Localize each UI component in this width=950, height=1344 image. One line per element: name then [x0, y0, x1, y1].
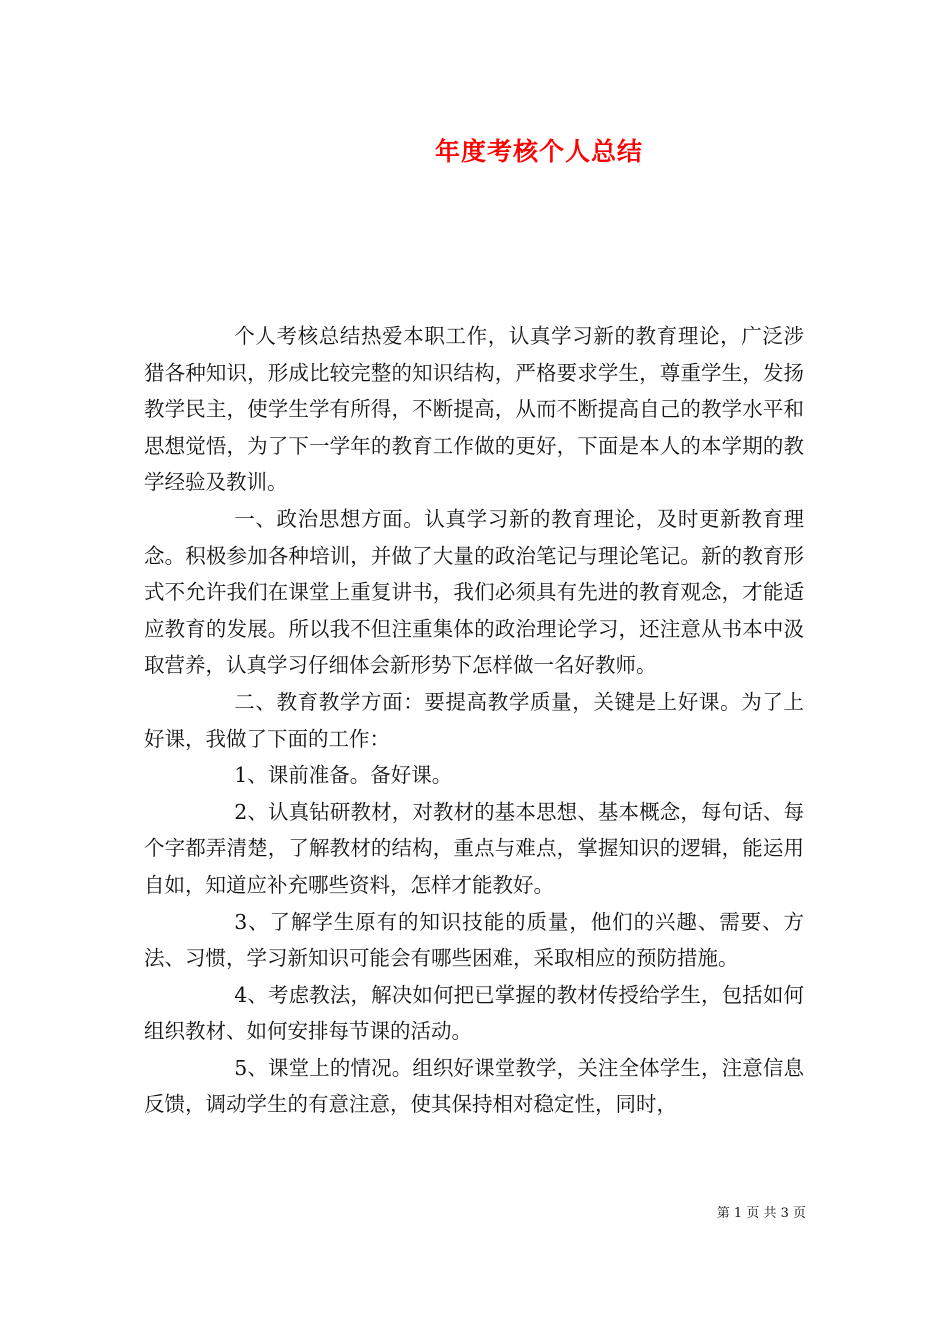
paragraph-intro: 个人考核总结热爱本职工作，认真学习新的教育理论，广泛涉猎各种知识，形成比较完整的知识结构，严格要求学生，尊重学生，发扬教学民主，使学生学有所得，不断提高，从而不断提高自己的教学水平和思想觉悟，为了下一学年的教育工作做的更好，下面是本人的本学期的教学经验及教训。 — [144, 324, 804, 495]
paragraph-politics: 一、政治思想方面。认真学习新的教育理论，及时更新教育理念。积极参加各种培训，并做了大量的政治笔记与理论笔记。新的教育形式不允许我们在课堂上重复讲书，我们必须具有先进的教育观念，才能适应教育的发展。所以我不但注重集体的政治理论学习，还注意从书本中汲取营养，认真学习仔细体会新形势下怎样做一名好教师。 — [144, 506, 804, 678]
paragraph-item-1: 1、课前准备。备好课。 — [234, 763, 453, 788]
page-number-footer: 第 1 页 共 3 页 — [716, 1206, 806, 1221]
paragraph-item-4: 4、考虑教法，解决如何把已掌握的教材传授给学生，包括如何组织教材、如何安排每节课的活动。 — [144, 982, 804, 1044]
paragraph-item-2: 2、认真钻研教材，对教材的基本思想、基本概念，每句话、每个字都弄清楚，了解教材的结构，重点与难点，掌握知识的逻辑，能运用自如，知道应补充哪些资料，怎样才能教好。 — [144, 799, 804, 897]
document-title: 年度考核个人总结 — [434, 137, 643, 166]
paragraph-item-3: 3、了解学生原有的知识技能的质量，他们的兴趣、需要、方法、习惯，学习新知识可能会有哪些困难，采取相应的预防措施。 — [144, 909, 804, 971]
paragraph-teaching: 二、教育教学方面：要提高教学质量，关键是上好课。为了上好课，我做了下面的工作： — [144, 689, 804, 751]
document-body — [144, 318, 804, 1123]
paragraph-item-5: 5、课堂上的情况。组织好课堂教学，关注全体学生，注意信息反馈，调动学生的有意注意，使其保持相对稳定性，同时， — [144, 1055, 804, 1117]
